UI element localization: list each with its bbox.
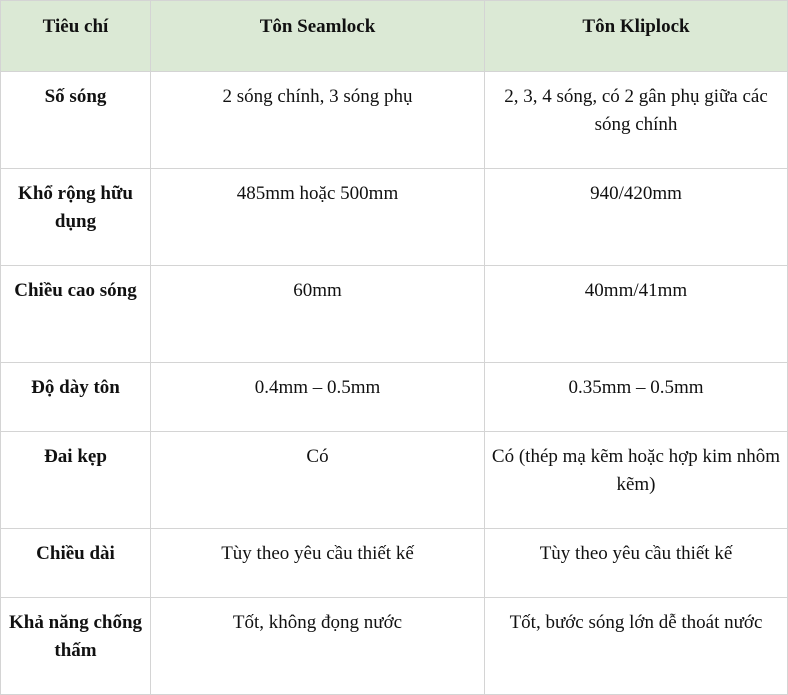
kliplock-cell: 40mm/41mm bbox=[485, 266, 788, 363]
row-criterion: Khổ rộng hữu dụng bbox=[1, 169, 151, 266]
seamlock-cell: 2 sóng chính, 3 sóng phụ bbox=[151, 72, 485, 169]
table-row bbox=[1, 169, 788, 266]
kliplock-cell: 940/420mm bbox=[485, 169, 788, 266]
kliplock-cell: Tốt, bước sóng lớn dễ thoát nước bbox=[485, 598, 788, 695]
kliplock-cell: 0.35mm – 0.5mm bbox=[485, 363, 788, 432]
row-criterion: Đai kẹp bbox=[1, 432, 151, 529]
row-criterion: Chiều dài bbox=[1, 529, 151, 598]
table-row bbox=[1, 266, 788, 363]
header-criteria: Tiêu chí bbox=[1, 1, 151, 72]
kliplock-cell: Tùy theo yêu cầu thiết kế bbox=[485, 529, 788, 598]
seamlock-cell: 0.4mm – 0.5mm bbox=[151, 363, 485, 432]
row-criterion: Số sóng bbox=[1, 72, 151, 169]
row-criterion: Độ dày tôn bbox=[1, 363, 151, 432]
table-row bbox=[1, 529, 788, 598]
seamlock-cell: 60mm bbox=[151, 266, 485, 363]
table-row bbox=[1, 598, 788, 695]
header-kliplock: Tôn Kliplock bbox=[485, 1, 788, 72]
table-body bbox=[1, 72, 788, 695]
seamlock-cell: Có bbox=[151, 432, 485, 529]
seamlock-cell: Tùy theo yêu cầu thiết kế bbox=[151, 529, 485, 598]
kliplock-cell: Có (thép mạ kẽm hoặc hợp kim nhôm kẽm) bbox=[485, 432, 788, 529]
header-seamlock: Tôn Seamlock bbox=[151, 1, 485, 72]
header-row bbox=[1, 1, 788, 72]
seamlock-cell: 485mm hoặc 500mm bbox=[151, 169, 485, 266]
table-row bbox=[1, 72, 788, 169]
table-row bbox=[1, 363, 788, 432]
table-row bbox=[1, 432, 788, 529]
seamlock-cell: Tốt, không đọng nước bbox=[151, 598, 485, 695]
table-header bbox=[1, 1, 788, 72]
kliplock-cell: 2, 3, 4 sóng, có 2 gân phụ giữa các sóng chính bbox=[485, 72, 788, 169]
row-criterion: Chiều cao sóng bbox=[1, 266, 151, 363]
row-criterion: Khả năng chống thấm bbox=[1, 598, 151, 695]
